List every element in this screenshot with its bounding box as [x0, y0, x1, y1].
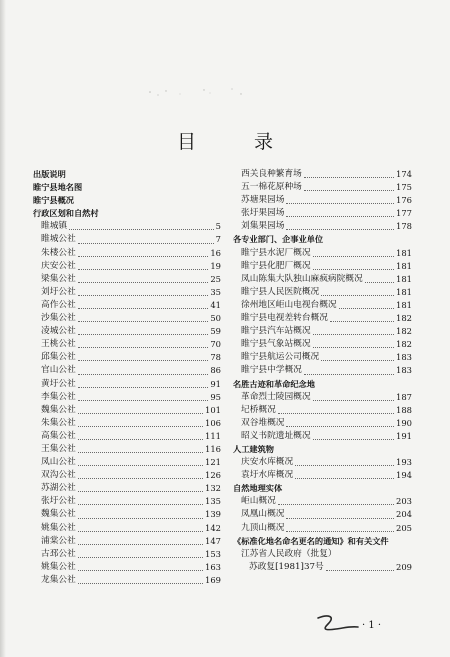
- dot-leader: [326, 569, 394, 571]
- toc-entry-title: 双谷堆概况: [241, 417, 285, 428]
- dot-leader: [286, 517, 394, 519]
- dot-leader: [78, 543, 203, 545]
- toc-entry: [33, 325, 221, 338]
- dot-leader: [286, 530, 394, 532]
- toc-entry-page: 188: [396, 404, 412, 415]
- toc-entry-title: 九顶山概况: [241, 522, 285, 533]
- toc-entry-page: 5: [215, 221, 221, 232]
- toc-entry: [233, 351, 412, 364]
- toc-entry-title: 王桃公社: [41, 339, 76, 350]
- toc-entry-page: 181: [396, 247, 412, 258]
- toc-entry: [233, 495, 412, 508]
- toc-section-heading: [233, 378, 412, 391]
- toc-entry-title: 凌城公社: [41, 326, 76, 337]
- dot-leader: [286, 228, 394, 230]
- toc-entry: [233, 247, 412, 260]
- toc-entry-title: 魏集公社: [41, 404, 76, 415]
- dot-leader: [78, 320, 209, 322]
- toc-entry: [233, 312, 412, 325]
- toc-entry: [233, 260, 412, 273]
- scan-edge-shadow: [0, 0, 6, 657]
- dot-leader: [78, 333, 209, 335]
- toc-entry-title: 昭义书院遗址概况: [241, 430, 311, 441]
- toc-entry-page: 111: [205, 430, 221, 441]
- toc-entry-page: 142: [205, 522, 221, 533]
- toc-entry-page: 190: [396, 417, 412, 428]
- toc-entry-title: 刘集果园场: [241, 221, 285, 232]
- toc-entry-title: 古邳公社: [41, 548, 76, 559]
- toc-entry-page: 78: [210, 352, 221, 363]
- toc-entry: [233, 456, 412, 469]
- dot-leader: [78, 268, 209, 270]
- toc-entry-page: 203: [396, 496, 412, 507]
- toc-entry-title: 出版说明: [33, 169, 66, 179]
- dot-leader: [78, 517, 203, 519]
- dot-leader: [295, 477, 394, 479]
- page-number: · 1 ·: [362, 620, 382, 631]
- toc-entry: [233, 548, 412, 561]
- dot-leader: [286, 202, 394, 204]
- toc-entry: [233, 508, 412, 521]
- toc-entry: [33, 273, 221, 286]
- toc-entry: [233, 469, 412, 482]
- toc-entry-page: 126: [205, 470, 221, 481]
- dot-leader: [321, 294, 394, 296]
- toc-entry-title: 睢宁县水泥厂概况: [241, 247, 311, 258]
- toc-entry: [233, 561, 412, 574]
- toc-entry: [33, 561, 221, 574]
- toc-entry: [33, 233, 221, 246]
- toc-entry-title: 岠山概况: [241, 496, 276, 507]
- toc-entry-title: 魏集公社: [41, 509, 76, 520]
- toc-entry-title: 庆安水库概况: [241, 457, 294, 468]
- toc-entry-page: 41: [210, 299, 221, 310]
- dot-leader: [365, 281, 394, 283]
- toc-entry: [33, 430, 221, 443]
- dot-leader: [78, 464, 203, 466]
- toc-entry-title: 睢宁县人民医院概况: [241, 286, 320, 297]
- toc-entry-title: 苏政复[1981]37号: [249, 561, 324, 572]
- toc-entry: [33, 247, 221, 260]
- toc-entry-page: 35: [210, 286, 221, 297]
- toc-entry-title: 睢宁县气象站概况: [241, 339, 311, 350]
- dot-leader: [304, 373, 394, 375]
- toc-right-column: [233, 168, 412, 574]
- toc-entry-page: 163: [205, 561, 221, 572]
- toc-entry-page: 106: [205, 417, 221, 428]
- toc-entry-page: 7: [215, 234, 221, 245]
- dot-leader: [313, 333, 395, 335]
- toc-entry-page: 181: [396, 299, 412, 310]
- toc-entry-title: 沙集公社: [41, 313, 76, 324]
- dot-leader: [69, 228, 214, 230]
- dot-leader: [313, 399, 395, 401]
- dot-leader: [295, 464, 394, 466]
- toc-entry-page: 182: [396, 339, 412, 350]
- dot-leader: [286, 425, 394, 427]
- toc-entry: [33, 351, 221, 364]
- toc-entry-title: 双沟公社: [41, 470, 76, 481]
- toc-entry-title: 西关良种繁育场: [241, 169, 302, 179]
- dot-leader: [313, 255, 395, 257]
- dot-leader: [278, 412, 394, 414]
- dot-leader: [78, 346, 209, 348]
- toc-entry: [33, 456, 221, 469]
- toc-entry-title: 庆安公社: [41, 260, 76, 271]
- dot-leader: [78, 490, 203, 492]
- toc-entry-page: 91: [210, 378, 221, 389]
- toc-entry-title: 自然地理实体: [233, 483, 283, 494]
- toc-entry: [233, 286, 412, 299]
- toc-entry-title: 朱楼公社: [41, 247, 76, 258]
- toc-entry: [233, 273, 412, 286]
- dot-leader: [78, 569, 203, 571]
- toc-entry: [33, 312, 221, 325]
- dot-leader: [278, 503, 394, 505]
- toc-entry: [33, 469, 221, 482]
- dot-leader: [78, 425, 203, 427]
- toc-entry-page: 86: [210, 365, 221, 376]
- toc-entry: [33, 482, 221, 495]
- toc-entry-page: 183: [396, 352, 412, 363]
- toc-entry-title: 苏塘果园场: [241, 195, 285, 206]
- toc-section-heading: [33, 194, 221, 207]
- toc-entry-title: 睢宁县中学概况: [241, 365, 302, 376]
- toc-entry: [33, 522, 221, 535]
- dot-leader: [321, 359, 394, 361]
- toc-entry-page: 187: [396, 391, 412, 402]
- dot-leader: [78, 530, 203, 532]
- dot-leader: [304, 176, 394, 178]
- toc-entry-title: 浦棠公社: [41, 535, 76, 546]
- dot-leader: [78, 438, 203, 440]
- toc-entry: [233, 220, 412, 233]
- dot-leader: [78, 477, 203, 479]
- toc-entry-page: 50: [210, 313, 221, 324]
- dot-leader: [78, 359, 209, 361]
- toc-entry-page: 174: [396, 169, 412, 179]
- toc-entry-title: 睢宁县化肥厂概况: [241, 260, 311, 271]
- toc-entry-page: 178: [396, 221, 412, 232]
- toc-entry-title: 凤凰山概况: [241, 509, 285, 520]
- toc-entry-title: 袁圩水库概况: [241, 470, 294, 481]
- dot-leader: [78, 373, 209, 375]
- toc-entry: [33, 338, 221, 351]
- toc-entry-title: 睢宁县地名图: [33, 182, 83, 193]
- toc-entry-page: 176: [396, 195, 412, 206]
- toc-entry: [33, 220, 221, 233]
- toc-entry-page: 182: [396, 313, 412, 324]
- toc-entry: [33, 260, 221, 273]
- toc-entry-title: 高作公社: [41, 299, 76, 310]
- toc-entry: [233, 417, 412, 430]
- toc-entry-title: 官山公社: [41, 365, 76, 376]
- toc-entry: [33, 286, 221, 299]
- dot-leader: [78, 281, 209, 283]
- toc-entry-page: 183: [396, 365, 412, 376]
- toc-entry-title: 睢城镇: [41, 221, 68, 232]
- toc-entry-title: 梁集公社: [41, 273, 76, 284]
- toc-entry-page: 153: [205, 548, 221, 559]
- toc-entry: [233, 299, 412, 312]
- toc-entry-page: 16: [210, 247, 221, 258]
- toc-entry-page: 59: [210, 326, 221, 337]
- toc-entry: [33, 364, 221, 377]
- toc-entry: [233, 207, 412, 220]
- toc-entry-title: 张圩公社: [41, 496, 76, 507]
- toc-entry-page: 95: [210, 391, 221, 402]
- dot-leader: [78, 399, 209, 401]
- toc-entry-page: 191: [396, 430, 412, 441]
- toc-entry: [233, 404, 412, 417]
- toc-entry-title: 张圩果园场: [241, 208, 285, 219]
- toc-entry-page: 193: [396, 457, 412, 468]
- toc-entry-title: 各专业部门、企事业单位: [233, 234, 324, 245]
- toc-entry-page: 209: [396, 561, 412, 572]
- handwritten-mark: [314, 612, 362, 634]
- toc-entry-page: 182: [396, 326, 412, 337]
- toc-entry-page: 205: [396, 522, 412, 533]
- toc-entry-page: 181: [396, 260, 412, 271]
- dot-leader: [304, 189, 394, 191]
- toc-entry-page: 25: [210, 273, 221, 284]
- toc-entry: [33, 508, 221, 521]
- toc-entry: [33, 299, 221, 312]
- dot-leader: [78, 582, 203, 584]
- toc-entry-title: 姚集公社: [41, 522, 76, 533]
- toc-entry-title: 名胜古迹和革命纪念地: [233, 378, 315, 389]
- toc-entry-page: 175: [396, 182, 412, 193]
- toc-entry-page: 19: [210, 260, 221, 271]
- toc-entry: [233, 430, 412, 443]
- toc-entry-title: 朱集公社: [41, 417, 76, 428]
- toc-entry: [233, 364, 412, 377]
- toc-entry: [33, 417, 221, 430]
- toc-entry-title: 《标准化地名命名更名的通知》和有关文件: [233, 535, 389, 546]
- scan-noise: [140, 70, 260, 110]
- toc-entry: [233, 325, 412, 338]
- toc-left-column: [33, 168, 221, 587]
- dot-leader: [78, 307, 209, 309]
- toc-entry-page: 147: [205, 535, 221, 546]
- toc-entry-title: 凤山陈集大队独山麻疯病院概况: [241, 273, 363, 284]
- toc-entry-page: 135: [205, 496, 221, 507]
- toc-entry-title: 高集公社: [41, 430, 76, 441]
- toc-entry-title: 邱集公社: [41, 352, 76, 363]
- dot-leader: [339, 307, 394, 309]
- toc-entry-title: 睢宁县航运公司概况: [241, 352, 320, 363]
- dot-leader: [313, 438, 395, 440]
- toc-entry-page: 139: [205, 509, 221, 520]
- toc-entry-page: 181: [396, 286, 412, 297]
- toc-section-heading: [233, 535, 412, 548]
- dot-leader: [78, 294, 209, 296]
- dot-leader: [330, 320, 394, 322]
- toc-section-heading: [233, 443, 412, 456]
- toc-entry: [33, 548, 221, 561]
- toc-entry-page: 70: [210, 339, 221, 350]
- toc-entry-title: 睢宁县概况: [33, 195, 74, 206]
- toc-entry-page: 101: [205, 404, 221, 415]
- toc-entry: [233, 391, 412, 404]
- toc-entry-page: 132: [205, 483, 221, 494]
- toc-entry-title: 睢宁县电视差转台概况: [241, 313, 328, 324]
- dot-leader: [78, 503, 203, 505]
- dot-leader: [78, 556, 203, 558]
- toc-entry-page: 181: [396, 273, 412, 284]
- toc-entry-title: 革命烈士陵园概况: [241, 391, 311, 402]
- toc-entry-title: 李集公社: [41, 391, 76, 402]
- toc-entry: [233, 181, 412, 194]
- dot-leader: [78, 255, 209, 257]
- toc-entry-page: 177: [396, 208, 412, 219]
- toc-entry: [33, 574, 221, 587]
- toc-entry: [233, 522, 412, 535]
- dot-leader: [313, 346, 395, 348]
- dot-leader: [286, 215, 394, 217]
- toc-entry-title: 五一棉花原种场: [241, 182, 302, 193]
- dot-leader: [78, 412, 203, 414]
- toc-section-heading: [33, 181, 221, 194]
- toc-entry: [33, 443, 221, 456]
- toc-entry-page: 121: [205, 457, 221, 468]
- dot-leader: [78, 242, 214, 244]
- dot-leader: [78, 386, 209, 388]
- toc-entry: [233, 168, 412, 181]
- toc-entry-title: 圮桥概况: [241, 404, 276, 415]
- toc-entry-page: 204: [396, 509, 412, 520]
- page-title: 目 录: [176, 131, 300, 153]
- toc-entry-title: 王集公社: [41, 443, 76, 454]
- dot-leader: [78, 451, 203, 453]
- toc-entry: [233, 338, 412, 351]
- toc-entry: [33, 391, 221, 404]
- toc-entry-title: 徐州地区岠山电视台概况: [241, 299, 337, 310]
- toc-entry: [33, 495, 221, 508]
- dot-leader: [313, 268, 395, 270]
- toc-entry-title: 刘圩公社: [41, 286, 76, 297]
- toc-section-heading: [233, 233, 412, 246]
- toc-entry: [33, 535, 221, 548]
- toc-entry-title: 江苏省人民政府（批复）: [241, 548, 337, 559]
- toc-entry-title: 龙集公社: [41, 574, 76, 585]
- toc-entry-title: 睢宁县汽车站概况: [241, 326, 311, 337]
- toc-entry-page: 169: [205, 574, 221, 585]
- toc-entry: [233, 194, 412, 207]
- toc-entry-title: 姚集公社: [41, 561, 76, 572]
- toc-entry: [33, 378, 221, 391]
- toc-entry: [33, 404, 221, 417]
- toc-section-heading: [233, 482, 412, 495]
- toc-entry-title: 人工建筑物: [233, 443, 274, 454]
- toc-entry-page: 116: [205, 443, 221, 454]
- toc-section-heading: [33, 168, 221, 181]
- toc-entry-title: 行政区划和自然村: [33, 208, 99, 219]
- toc-entry-title: 睢城公社: [41, 234, 76, 245]
- toc-entry-title: 苏湖公社: [41, 483, 76, 494]
- toc-section-heading: [33, 207, 221, 220]
- toc-entry-title: 黄圩公社: [41, 378, 76, 389]
- toc-entry-page: 194: [396, 470, 412, 481]
- toc-entry-title: 凤山公社: [41, 457, 76, 468]
